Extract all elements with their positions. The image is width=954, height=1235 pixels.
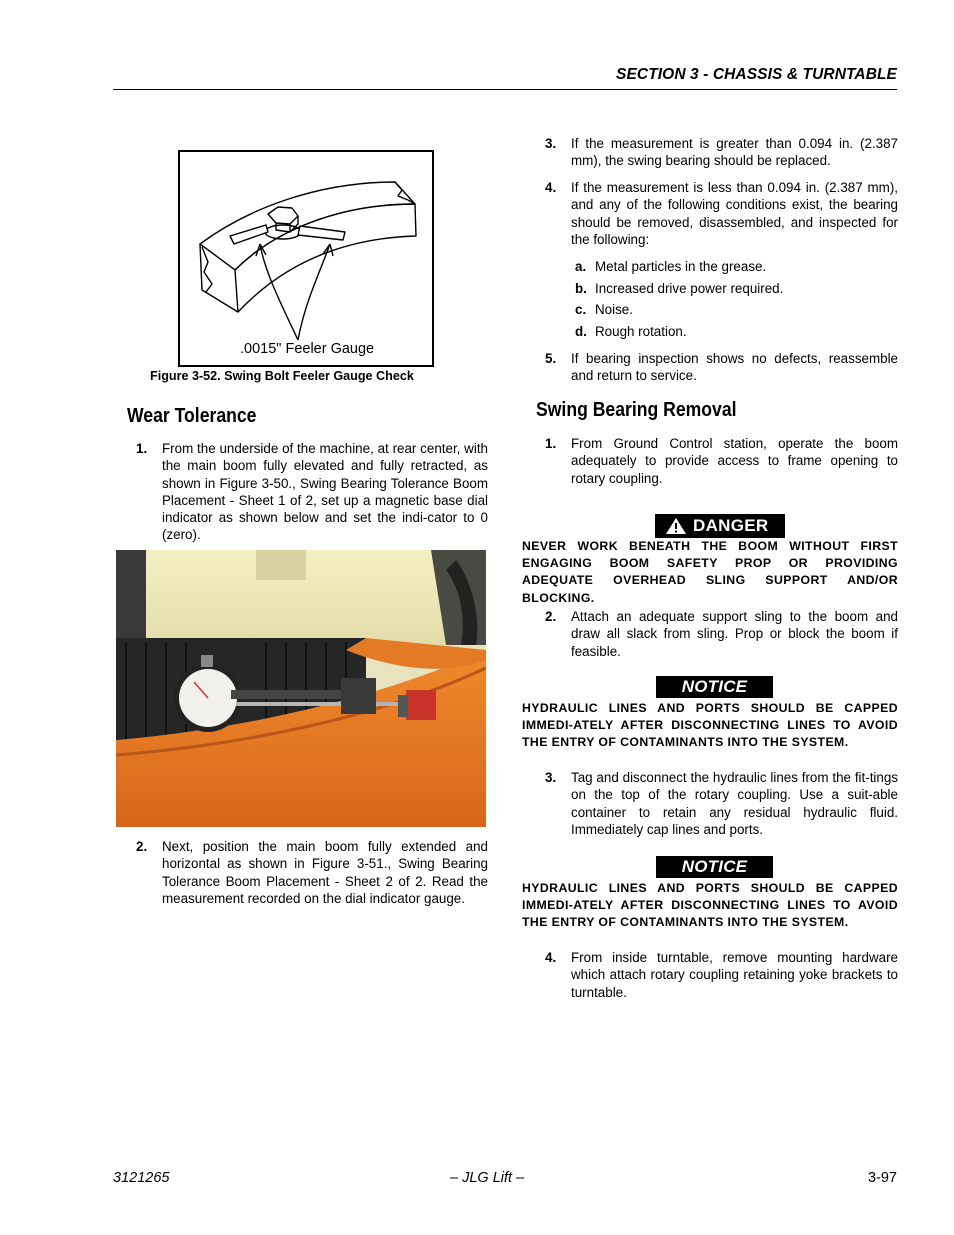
footer-brand: – JLG Lift – bbox=[450, 1170, 525, 1186]
bearing-segment-drawing bbox=[180, 152, 434, 367]
condition-a bbox=[575, 258, 895, 275]
step-number: 1. bbox=[136, 441, 148, 456]
removal-step-1 bbox=[545, 435, 898, 487]
step-3 bbox=[545, 135, 898, 170]
danger-badge bbox=[655, 514, 785, 538]
dial-indicator-illustration bbox=[116, 550, 486, 827]
step-number: 5. bbox=[545, 351, 557, 366]
step-number: 4. bbox=[545, 950, 557, 965]
step-text: If bearing inspection shows no defects, reassemble and return to service. bbox=[571, 351, 898, 384]
step-4 bbox=[545, 179, 898, 248]
wear-step-2 bbox=[136, 838, 488, 907]
step-text: Next, position the main boom fully extended and horizontal as shown in Figure 3-51., Swing Bearing Tolerance Boom Placement - Sheet 2 of 2. Read the measurement recorded on the dial indicator gauge. bbox=[162, 839, 488, 906]
condition-text: Rough rotation. bbox=[595, 324, 687, 339]
removal-step-2 bbox=[545, 608, 898, 660]
removal-step-3 bbox=[545, 769, 898, 838]
wear-tolerance-heading: Wear Tolerance bbox=[127, 405, 257, 427]
section-title: SECTION 3 - CHASSIS & TURNTABLE bbox=[616, 66, 897, 83]
condition-b bbox=[575, 280, 895, 297]
condition-letter: c. bbox=[575, 302, 587, 317]
condition-text: Noise. bbox=[595, 302, 633, 317]
step-number: 3. bbox=[545, 770, 557, 785]
step-text: From Ground Control station, operate the boom adequately to provide access to frame opening to rotary coupling. bbox=[571, 436, 898, 486]
warning-triangle-icon bbox=[665, 517, 687, 535]
step-number: 2. bbox=[136, 839, 148, 854]
dial-indicator-photo bbox=[116, 550, 486, 827]
danger-label: DANGER bbox=[693, 516, 769, 535]
step-text: From the underside of the machine, at rear center, with the main boom fully elevated and fully retracted, as shown in Figure 3-50., Swing Bearing Tolerance Boom Placement - Sheet 1 of 2, set up a magnetic base dial indicator as shown below and set the indi-cator to 0 (zero). bbox=[162, 441, 488, 543]
step-text: If the measurement is less than 0.094 in. (2.387 mm), and any of the following conditions exist, the bearing should be removed, disassembled, and inspected for the following: bbox=[571, 180, 898, 247]
step-text: Tag and disconnect the hydraulic lines from the fit-tings on the top of the rotary coupling. Use a suit-able container to retain any residual hydraulic fluid. Immediately cap lines and ports. bbox=[571, 770, 898, 837]
wear-step-1 bbox=[136, 440, 488, 544]
swing-bearing-removal-heading: Swing Bearing Removal bbox=[536, 399, 737, 421]
notice-badge: NOTICE bbox=[656, 676, 773, 698]
notice-badge: NOTICE bbox=[656, 856, 773, 878]
page-number: 3-97 bbox=[867, 1170, 897, 1186]
condition-text: Increased drive power required. bbox=[595, 281, 784, 296]
step-number: 2. bbox=[545, 609, 557, 624]
figure-caption: Figure 3-52. Swing Bolt Feeler Gauge Check bbox=[150, 369, 414, 383]
step-text: Attach an adequate support sling to the boom and draw all slack from sling. Prop or block the boom if feasible. bbox=[571, 609, 898, 659]
removal-step-4 bbox=[545, 949, 898, 1001]
condition-letter: a. bbox=[575, 259, 587, 274]
step-text: If the measurement is greater than 0.094 in. (2.387 mm), the swing bearing should be replaced. bbox=[571, 136, 898, 169]
step-number: 3. bbox=[545, 136, 557, 151]
condition-letter: d. bbox=[575, 324, 587, 339]
condition-letter: b. bbox=[575, 281, 587, 296]
step-text: From inside turntable, remove mounting hardware which attach rotary coupling retaining yoke brackets to turntable. bbox=[571, 950, 898, 1000]
step-number: 1. bbox=[545, 436, 557, 451]
step-number: 4. bbox=[545, 180, 557, 195]
notice-text: HYDRAULIC LINES AND PORTS SHOULD BE CAPPED IMMEDI-ATELY AFTER DISCONNECTING LINES TO AVOID THE ENTRY OF CONTAMINANTS INTO THE SYSTEM. bbox=[522, 881, 898, 930]
feeler-gauge-label: .0015" Feeler Gauge bbox=[240, 341, 375, 357]
step-5 bbox=[545, 350, 898, 385]
notice-text: HYDRAULIC LINES AND PORTS SHOULD BE CAPPED IMMEDI-ATELY AFTER DISCONNECTING LINES TO AVOID THE ENTRY OF CONTAMINANTS INTO THE SYSTEM. bbox=[522, 701, 898, 750]
condition-d bbox=[575, 323, 895, 340]
condition-text: Metal particles in the grease. bbox=[595, 259, 767, 274]
danger-text: NEVER WORK BENEATH THE BOOM WITHOUT FIRST ENGAGING BOOM SAFETY PROP OR PROVIDING ADEQUATE OVERHEAD SLING SUPPORT AND/OR BLOCKING. bbox=[522, 539, 898, 605]
header-rule bbox=[113, 89, 897, 90]
condition-c bbox=[575, 301, 895, 318]
doc-number: 3121265 bbox=[113, 1170, 170, 1186]
feeler-gauge-figure bbox=[178, 150, 434, 367]
